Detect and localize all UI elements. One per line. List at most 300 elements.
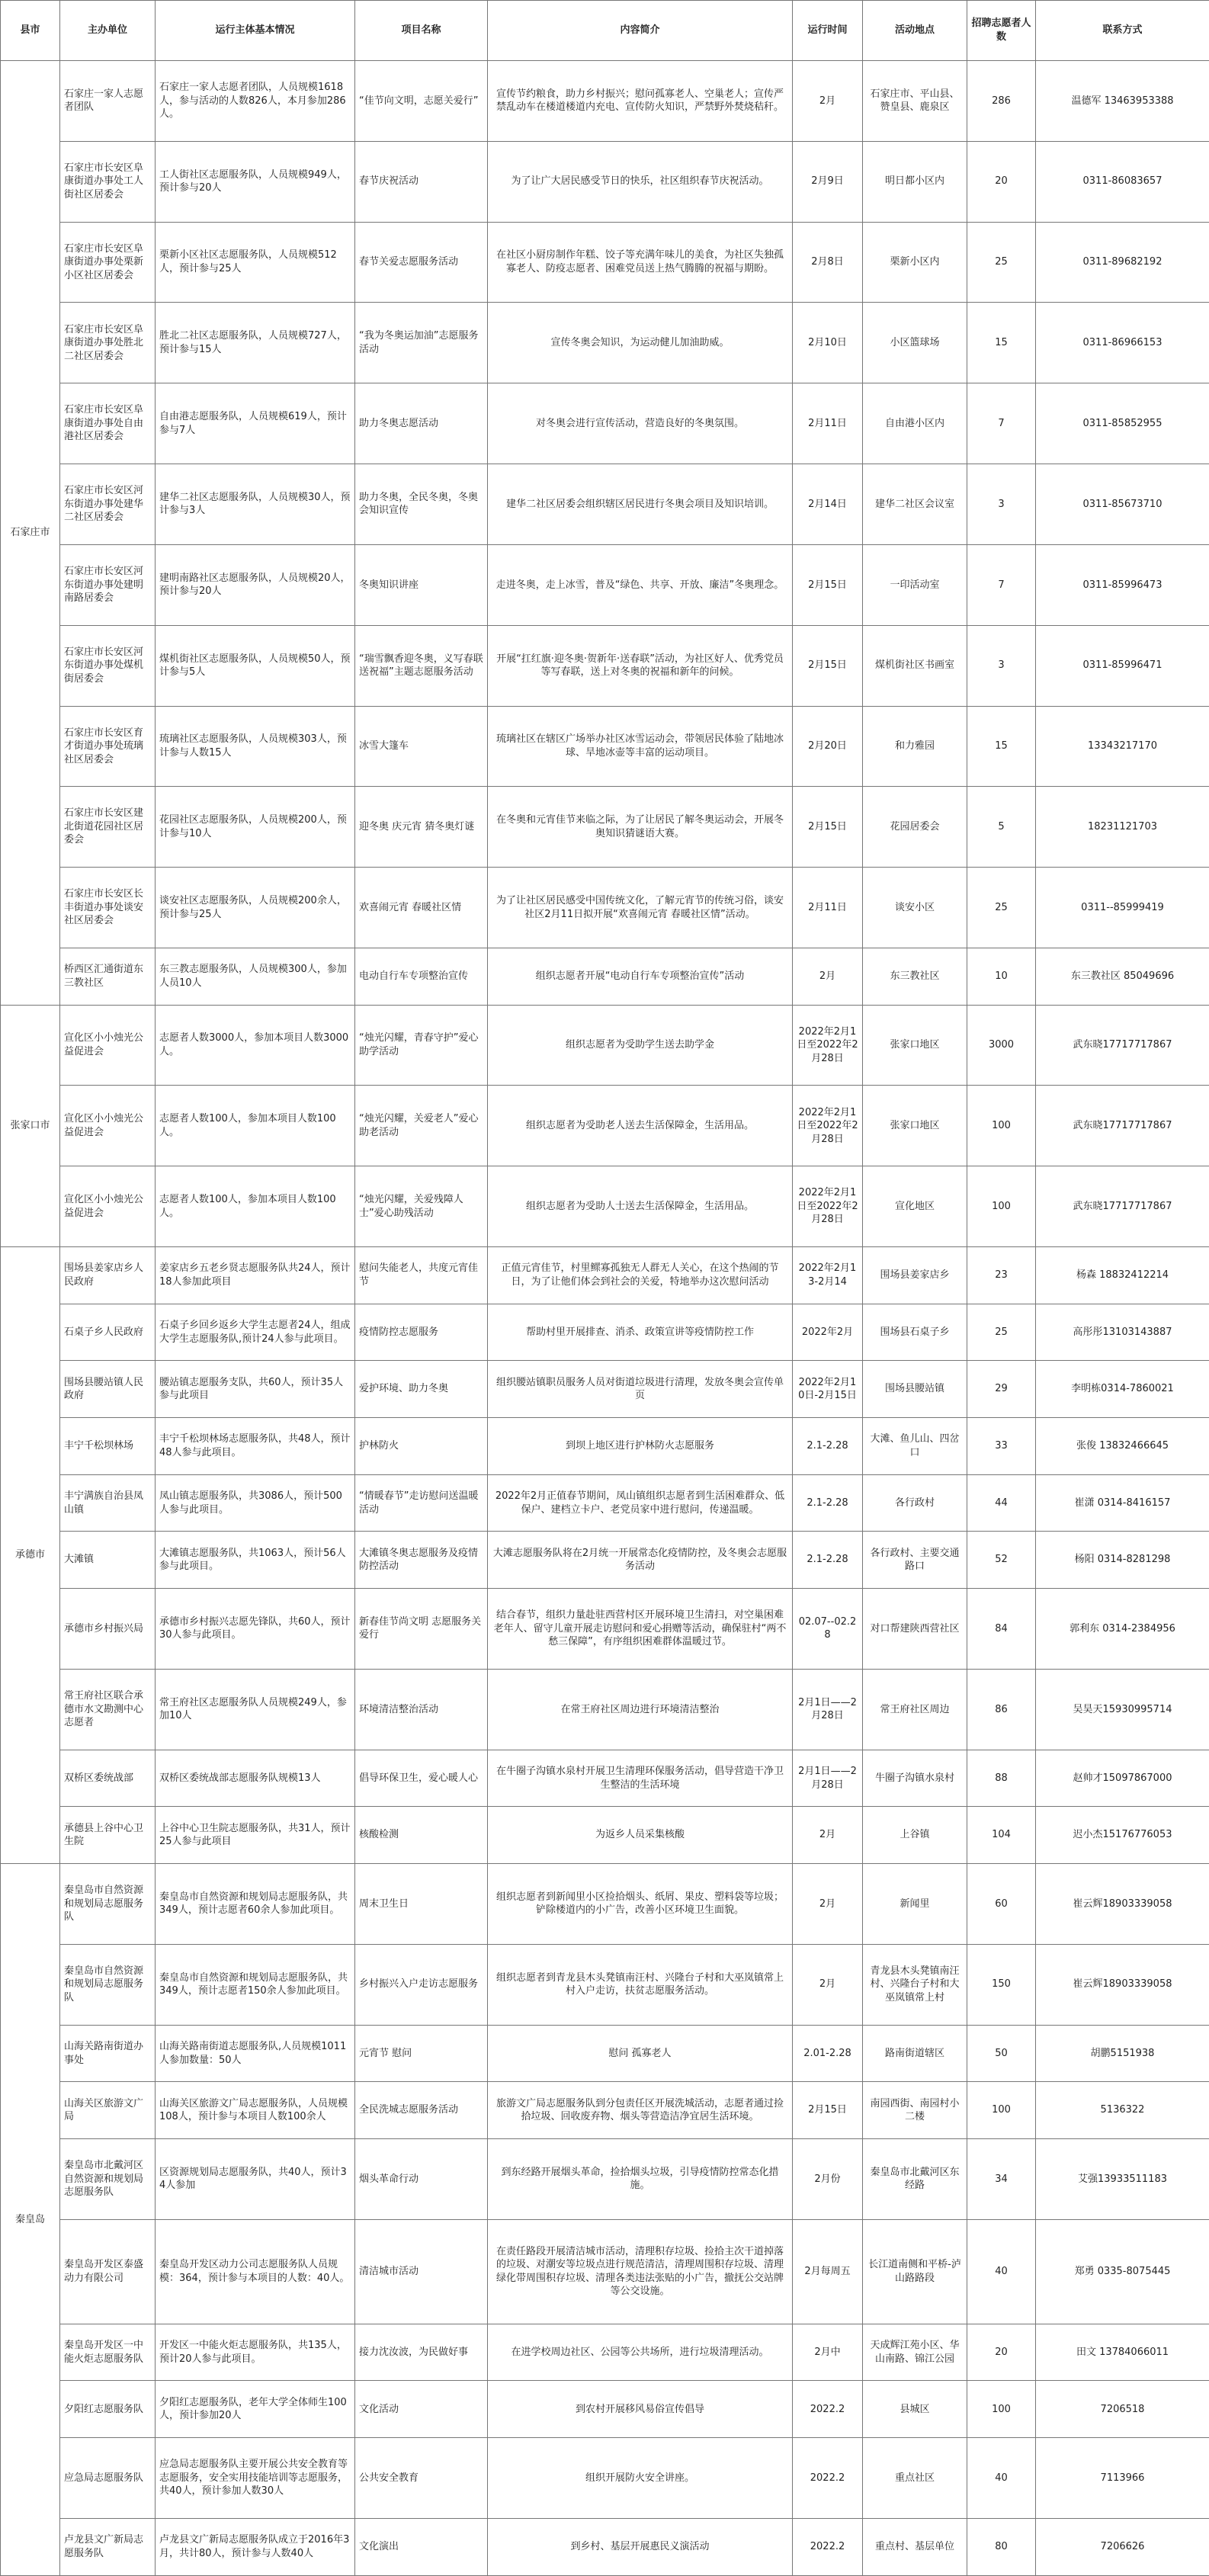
table-row: [1, 1864, 1209, 1945]
run-time-cell: 2月11日: [793, 868, 863, 948]
contact-cell: 7206626: [1036, 2518, 1209, 2575]
project-name-cell: 迎冬奥 庆元宵 猜冬奥灯谜: [355, 787, 488, 868]
organizer-cell: 宣化区小小烛光公益促进会: [60, 1086, 156, 1166]
content-summary-cell: 在常王府社区周边进行环境清洁整治: [488, 1669, 793, 1750]
header-project-name: 项目名称: [355, 1, 488, 61]
location-cell: 围场县石桌子乡: [863, 1304, 967, 1361]
project-name-cell: 清洁城市活动: [355, 2219, 488, 2324]
run-time-cell: 2月15日: [793, 2082, 863, 2139]
volunteer-count-cell: 286: [967, 61, 1036, 142]
operator-info-cell: 承德市乡村振兴志愿先锋队，共60人，预计30人参与此项目。: [156, 1589, 355, 1670]
volunteer-count-cell: 3: [967, 464, 1036, 545]
run-time-cell: 2月10日: [793, 303, 863, 383]
contact-cell: 5136322: [1036, 2082, 1209, 2139]
volunteer-count-cell: 100: [967, 2381, 1036, 2438]
run-time-cell: 2月每周五: [793, 2219, 863, 2324]
volunteer-count-cell: 25: [967, 868, 1036, 948]
table-row: [1, 1474, 1209, 1532]
city-cell: 石家庄市: [1, 61, 60, 1006]
operator-info-cell: 丰宁千松坝林场志愿服务队，共48人，预计48人参与此项目。: [156, 1418, 355, 1475]
volunteer-count-cell: 34: [967, 2139, 1036, 2220]
project-name-cell: “烛光闪耀，青春守护”爱心助学活动: [355, 1005, 488, 1086]
location-cell: 张家口地区: [863, 1005, 967, 1086]
location-cell: 自由港小区内: [863, 383, 967, 464]
table-row: [1, 303, 1209, 383]
operator-info-cell: 志愿者人数100人，参加本项目人数100人。: [156, 1166, 355, 1247]
project-name-cell: “烛光闪耀，关爱残障人士”爱心助残活动: [355, 1166, 488, 1247]
project-name-cell: 文化活动: [355, 2381, 488, 2438]
content-summary-cell: 在进学校周边社区、公园等公共场所，进行垃圾清理活动。: [488, 2324, 793, 2381]
operator-info-cell: 应急局志愿服务队主要开展公共安全教育等志愿服务，安全实用技能培训等志愿服务，共40人，预计参加人数30人: [156, 2438, 355, 2519]
organizer-cell: 石家庄市长安区河东街道办事处建明南路居委会: [60, 544, 156, 625]
header-operator-info: 运行主体基本情况: [156, 1, 355, 61]
operator-info-cell: 秦皇岛开发区动力公司志愿服务队人员规模：364，预计参与本项目的人数：40人。: [156, 2219, 355, 2324]
project-name-cell: 环境清洁整治活动: [355, 1669, 488, 1750]
city-cell: 承德市: [1, 1247, 60, 1864]
content-summary-cell: 在责任路段开展清洁城市活动，清理积存垃圾、捡拾主次干道掉落的垃圾、对潮安等垃圾点进行规范清洁，清理周围积存垃圾、清理绿化带周围积存垃圾、清理各类违法张贴的小广告，撤抚公交站牌等公交设施。: [488, 2219, 793, 2324]
header-location: 活动地点: [863, 1, 967, 61]
content-summary-cell: 组织志愿者为受助学生送去助学金: [488, 1005, 793, 1086]
contact-cell: 郑勇 0335-8075445: [1036, 2219, 1209, 2324]
contact-cell: 7113966: [1036, 2438, 1209, 2519]
volunteer-count-cell: 7: [967, 544, 1036, 625]
table-row: [1, 1807, 1209, 1864]
location-cell: 小区篮球场: [863, 303, 967, 383]
table-body: [1, 61, 1209, 2576]
run-time-cell: 2022年2月10日-2月15日: [793, 1361, 863, 1418]
project-name-cell: 冬奥知识讲座: [355, 544, 488, 625]
table-row: [1, 61, 1209, 142]
contact-cell: 迟小杰15176776053: [1036, 1807, 1209, 1864]
project-name-cell: “瑞雪飘香迎冬奥，义写春联送祝福”主题志愿服务活动: [355, 625, 488, 706]
operator-info-cell: 秦皇岛市自然资源和规划局志愿服务队，共349人，预计志愿者60余人参加此项目。: [156, 1864, 355, 1945]
operator-info-cell: 栗新小区社区志愿服务队，人员规模512人，预计参与25人: [156, 222, 355, 303]
volunteer-count-cell: 20: [967, 2324, 1036, 2381]
organizer-cell: 大滩镇: [60, 1532, 156, 1589]
location-cell: 南园西街、南园村小二楼: [863, 2082, 967, 2139]
volunteer-count-cell: 29: [967, 1361, 1036, 1418]
table-row: [1, 2082, 1209, 2139]
run-time-cell: 2022.2: [793, 2381, 863, 2438]
location-cell: 东三教社区: [863, 948, 967, 1005]
location-cell: 牛圈子沟镇水泉村: [863, 1750, 967, 1807]
content-summary-cell: 组织志愿者到新闻里小区捡拾烟头、纸屑、果皮、塑料袋等垃圾；铲除楼道内的小广告，改善小区环境卫生面貌。: [488, 1864, 793, 1945]
volunteer-count-cell: 25: [967, 222, 1036, 303]
location-cell: 青龙县木头凳镇南汪村、兴隆台子村和大巫岚镇常上村: [863, 1944, 967, 2025]
location-cell: 石家庄市、平山县、赞皇县、鹿泉区: [863, 61, 967, 142]
run-time-cell: 2.1-2.28: [793, 1474, 863, 1532]
run-time-cell: 2月中: [793, 2324, 863, 2381]
table-row: [1, 464, 1209, 545]
content-summary-cell: 宣传冬奥会知识，为运动健儿加油助威。: [488, 303, 793, 383]
location-cell: 上谷镇: [863, 1807, 967, 1864]
operator-info-cell: 自由港志愿服务队，人员规模619人，预计参与7人: [156, 383, 355, 464]
operator-info-cell: 琉璃社区志愿服务队，人员规模303人，预计参与人数15人: [156, 706, 355, 787]
organizer-cell: 丰宁千松坝林场: [60, 1418, 156, 1475]
location-cell: 长江道南侧和平桥-泸山路路段: [863, 2219, 967, 2324]
run-time-cell: 2月9日: [793, 141, 863, 222]
volunteer-count-cell: 60: [967, 1864, 1036, 1945]
operator-info-cell: 志愿者人数100人，参加本项目人数100人。: [156, 1086, 355, 1166]
volunteer-count-cell: 23: [967, 1247, 1036, 1304]
organizer-cell: 石桌子乡人民政府: [60, 1304, 156, 1361]
content-summary-cell: 宣传节约粮食，助力乡村振兴；慰问孤寡老人、空巢老人；宣传严禁乱动车在楼道楼道内充电、宣传防火知识，严禁野外焚烧秸秆。: [488, 61, 793, 142]
contact-cell: 郭利东 0314-2384956: [1036, 1589, 1209, 1670]
organizer-cell: 石家庄市长安区河东街道办事处建华二社区居委会: [60, 464, 156, 545]
project-name-cell: 护林防火: [355, 1418, 488, 1475]
run-time-cell: 2月8日: [793, 222, 863, 303]
project-name-cell: 冰雪大篷车: [355, 706, 488, 787]
organizer-cell: 石家庄市长安区阜康街道办事处胜北二社区居委会: [60, 303, 156, 383]
content-summary-cell: 2022年2月正值春节期间，凤山镇组织志愿者到生活困难群众、低保户、建档立卡户、老党员家中进行慰问，传递温暖。: [488, 1474, 793, 1532]
project-name-cell: 全民洗城志愿服务活动: [355, 2082, 488, 2139]
operator-info-cell: 夕阳红志愿服务队，老年大学全体师生100人，预计参加20人: [156, 2381, 355, 2438]
contact-cell: 艾强13933511183: [1036, 2139, 1209, 2220]
table-row: [1, 2381, 1209, 2438]
volunteer-count-cell: 86: [967, 1669, 1036, 1750]
run-time-cell: 2月: [793, 1864, 863, 1945]
contact-cell: 0311-86083657: [1036, 141, 1209, 222]
volunteer-count-cell: 33: [967, 1418, 1036, 1475]
content-summary-cell: 为返乡人员采集核酸: [488, 1807, 793, 1864]
table-row: [1, 1750, 1209, 1807]
organizer-cell: 围场县腰站镇人民政府: [60, 1361, 156, 1418]
location-cell: 张家口地区: [863, 1086, 967, 1166]
project-name-cell: 元宵节 慰问: [355, 2025, 488, 2082]
table-row: [1, 1589, 1209, 1670]
organizer-cell: 石家庄一家人志愿者团队: [60, 61, 156, 142]
operator-info-cell: 胜北二社区志愿服务队，人员规模727人，预计参与15人: [156, 303, 355, 383]
contact-cell: 0311-85996473: [1036, 544, 1209, 625]
table-row: [1, 222, 1209, 303]
content-summary-cell: 组织志愿者为受助老人送去生活保障金，生活用品。: [488, 1086, 793, 1166]
location-cell: 重点村、基层单位: [863, 2518, 967, 2575]
project-name-cell: 倡导环保卫生，爱心暖人心: [355, 1750, 488, 1807]
organizer-cell: 秦皇岛市北戴河区自然资源和规划局志愿服务队: [60, 2139, 156, 2220]
content-summary-cell: 正值元宵佳节，村里鳏寡孤独无人群无人关心，在这个热闹的节日，为了让他们体会到社会的关爱，特地举办这次慰问活动: [488, 1247, 793, 1304]
content-summary-cell: 到东经路开展烟头革命，捡拾烟头垃圾，引导疫情防控常态化措施。: [488, 2139, 793, 2220]
location-cell: 明日都小区内: [863, 141, 967, 222]
header-row: [1, 1, 1209, 61]
contact-cell: 崔云辉18903339058: [1036, 1864, 1209, 1945]
organizer-cell: 石家庄市长安区建北街道花园社区居委会: [60, 787, 156, 868]
location-cell: 和力雅园: [863, 706, 967, 787]
operator-info-cell: 花园社区志愿服务队，人员规模200人，预计参与10人: [156, 787, 355, 868]
project-name-cell: 新春佳节尚文明 志愿服务关爱行: [355, 1589, 488, 1670]
contact-cell: 吴昊天15930995714: [1036, 1669, 1209, 1750]
project-name-cell: “我为冬奥运加油”志愿服务活动: [355, 303, 488, 383]
operator-info-cell: 东三教志愿服务队，人员规模300人，参加人员10人: [156, 948, 355, 1005]
contact-cell: 0311-85673710: [1036, 464, 1209, 545]
location-cell: 常王府社区周边: [863, 1669, 967, 1750]
operator-info-cell: 卢龙县文广新局志愿服务队成立于2016年3月，共计80人，预计参与人数40人: [156, 2518, 355, 2575]
volunteer-count-cell: 3: [967, 625, 1036, 706]
run-time-cell: 2月: [793, 1944, 863, 2025]
location-cell: 路南街道辖区: [863, 2025, 967, 2082]
run-time-cell: 2.1-2.28: [793, 1532, 863, 1589]
organizer-cell: 桥西区汇通街道东三教社区: [60, 948, 156, 1005]
table-row: [1, 141, 1209, 222]
contact-cell: 温德军 13463953388: [1036, 61, 1209, 142]
organizer-cell: 夕阳红志愿服务队: [60, 2381, 156, 2438]
volunteer-count-cell: 50: [967, 2025, 1036, 2082]
header-run-time: 运行时间: [793, 1, 863, 61]
content-summary-cell: 旅游文广局志愿服务队到分包责任区开展洗城活动，志愿者通过捡拾垃圾、回收废弃物、烟头等营造洁净宜居生活环境。: [488, 2082, 793, 2139]
run-time-cell: 2022年2月1日至2022年2月28日: [793, 1005, 863, 1086]
run-time-cell: 2月15日: [793, 544, 863, 625]
operator-info-cell: 工人街社区志愿服务队，人员规模949人，预计参与20人: [156, 141, 355, 222]
organizer-cell: 石家庄市长安区阜康街道办事处栗新小区社区居委会: [60, 222, 156, 303]
operator-info-cell: 双桥区委统战部志愿服务队规模13人: [156, 1750, 355, 1807]
contact-cell: 高彤彤13103143887: [1036, 1304, 1209, 1361]
project-name-cell: “佳节向文明，志愿关爱行”: [355, 61, 488, 142]
header-contact: 联系方式: [1036, 1, 1209, 61]
operator-info-cell: 建华二社区志愿服务队，人员规模30人，预计参与3人: [156, 464, 355, 545]
contact-cell: 7206518: [1036, 2381, 1209, 2438]
organizer-cell: 宣化区小小烛光公益促进会: [60, 1005, 156, 1086]
content-summary-cell: 大滩志愿服务队将在2月统一开展常态化疫情防控，及冬奥会志愿服务活动: [488, 1532, 793, 1589]
contact-cell: 东三教社区 85049696: [1036, 948, 1209, 1005]
contact-cell: 田文 13784066011: [1036, 2324, 1209, 2381]
organizer-cell: 应急局志愿服务队: [60, 2438, 156, 2519]
table-row: [1, 868, 1209, 948]
table-row: [1, 383, 1209, 464]
volunteer-count-cell: 100: [967, 2082, 1036, 2139]
table-row: [1, 1361, 1209, 1418]
operator-info-cell: 山海关路南街道志愿服务队,人员规模1011人参加数量：50人: [156, 2025, 355, 2082]
header-organizer: 主办单位: [60, 1, 156, 61]
project-name-cell: 欢喜闹元宵 春暖社区情: [355, 868, 488, 948]
volunteer-count-cell: 104: [967, 1807, 1036, 1864]
table-row: [1, 2139, 1209, 2220]
contact-cell: 胡鹏5151938: [1036, 2025, 1209, 2082]
location-cell: 重点社区: [863, 2438, 967, 2519]
content-summary-cell: 慰问 孤寡老人: [488, 2025, 793, 2082]
table-row: [1, 1086, 1209, 1166]
volunteer-count-cell: 7: [967, 383, 1036, 464]
run-time-cell: 2022年2月1日至2022年2月28日: [793, 1166, 863, 1247]
volunteer-count-cell: 100: [967, 1086, 1036, 1166]
content-summary-cell: 在牛圈子沟镇水泉村开展卫生清理环保服务活动，倡导营造干净卫生整洁的生活环境: [488, 1750, 793, 1807]
content-summary-cell: 在社区小厨房制作年糕、饺子等充满年味儿的美食，为社区失独孤寡老人、防疫志愿者、困难党员送上热气腾腾的祝福与期盼。: [488, 222, 793, 303]
content-summary-cell: 琉璃社区在辖区广场举办社区冰雪运动会，带领居民体验了陆地冰球、旱地冰壶等丰富的运动项目。: [488, 706, 793, 787]
location-cell: 栗新小区内: [863, 222, 967, 303]
content-summary-cell: 走进冬奥，走上冰雪，普及“绿色、共享、开放、廉洁”冬奥理念。: [488, 544, 793, 625]
volunteer-count-cell: 40: [967, 2219, 1036, 2324]
table-row: [1, 1669, 1209, 1750]
project-name-cell: 接力沈汝波，为民做好事: [355, 2324, 488, 2381]
project-name-cell: 春节关爱志愿服务活动: [355, 222, 488, 303]
operator-info-cell: 上谷中心卫生院志愿服务队，共31人，预计25人参与此项目: [156, 1807, 355, 1864]
contact-cell: 崔云辉18903339058: [1036, 1944, 1209, 2025]
organizer-cell: 秦皇岛开发区泰盛动力有限公司: [60, 2219, 156, 2324]
run-time-cell: 2022.2: [793, 2518, 863, 2575]
volunteer-count-cell: 84: [967, 1589, 1036, 1670]
volunteer-count-cell: 5: [967, 787, 1036, 868]
location-cell: 秦皇岛市北戴河区东经路: [863, 2139, 967, 2220]
content-summary-cell: 组织志愿者开展“电动自行车专项整治宣传”活动: [488, 948, 793, 1005]
operator-info-cell: 凤山镇志愿服务队，共3086人，预计500人参与此项目。: [156, 1474, 355, 1532]
content-summary-cell: 为了让社区居民感受中国传统文化，了解元宵节的传统习俗，谈安社区2月11日拟开展“欢喜闹元宵 春暖社区情”活动。: [488, 868, 793, 948]
organizer-cell: 石家庄市长安区育才街道办事处琉璃社区居委会: [60, 706, 156, 787]
operator-info-cell: 谈安社区志愿服务队，人员规模200余人，预计参与25人: [156, 868, 355, 948]
table-row: [1, 2025, 1209, 2082]
organizer-cell: 丰宁满族自治县凤山镇: [60, 1474, 156, 1532]
project-name-cell: 慰问失能老人，共度元宵佳节: [355, 1247, 488, 1304]
volunteer-count-cell: 100: [967, 1166, 1036, 1247]
content-summary-cell: 结合春节，组织力量赴驻西营村区开展环境卫生清扫，对空巢困难老年人、留守儿童开展走访慰问和爱心捐赠等活动，确保驻村“两不愁三保障”，有序组织困难群体温暖过节。: [488, 1589, 793, 1670]
operator-info-cell: 区资源规划局志愿服务队，共40人，预计34人参加: [156, 2139, 355, 2220]
organizer-cell: 承德县上谷中心卫生院: [60, 1807, 156, 1864]
table-row: [1, 1418, 1209, 1475]
content-summary-cell: 组织开展防火安全讲座。: [488, 2438, 793, 2519]
content-summary-cell: 组织志愿者到青龙县木头凳镇南汪村、兴隆台子村和大巫岚镇常上村入户走访，扶贫志愿服务活动。: [488, 1944, 793, 2025]
header-content-summary: 内容简介: [488, 1, 793, 61]
location-cell: 各行政村、主要交通路口: [863, 1532, 967, 1589]
volunteer-count-cell: 44: [967, 1474, 1036, 1532]
location-cell: 县城区: [863, 2381, 967, 2438]
operator-info-cell: 煤机街社区志愿服务队，人员规模50人，预计参与5人: [156, 625, 355, 706]
header-volunteer-count: 招聘志愿者人数: [967, 1, 1036, 61]
table-row: [1, 2518, 1209, 2575]
run-time-cell: 2月1日——2月28日: [793, 1669, 863, 1750]
table-row: [1, 1247, 1209, 1304]
table-row: [1, 625, 1209, 706]
organizer-cell: 秦皇岛市自然资源和规划局志愿服务队: [60, 1944, 156, 2025]
volunteer-count-cell: 15: [967, 303, 1036, 383]
project-name-cell: 爱护环境、助力冬奥: [355, 1361, 488, 1418]
content-summary-cell: 帮助村里开展排查、消杀、政策宣讲等疫情防控工作: [488, 1304, 793, 1361]
contact-cell: 赵帅才15097867000: [1036, 1750, 1209, 1807]
content-summary-cell: 建华二社区居委会组织辖区居民进行冬奥会项目及知识培训。: [488, 464, 793, 545]
table-row: [1, 948, 1209, 1005]
contact-cell: 0311--85999419: [1036, 868, 1209, 948]
header-city: 县市: [1, 1, 60, 61]
operator-info-cell: 志愿者人数3000人，参加本项目人数3000人。: [156, 1005, 355, 1086]
content-summary-cell: 到坝上地区进行护林防火志愿服务: [488, 1418, 793, 1475]
project-name-cell: 烟头革命行动: [355, 2139, 488, 2220]
operator-info-cell: 秦皇岛市自然资源和规划局志愿服务队，共349人，预计志愿者150余人参加此项目。: [156, 1944, 355, 2025]
location-cell: 围场县姜家店乡: [863, 1247, 967, 1304]
content-summary-cell: 到乡村、基层开展惠民义演活动: [488, 2518, 793, 2575]
run-time-cell: 2月14日: [793, 464, 863, 545]
project-name-cell: 公共安全教育: [355, 2438, 488, 2519]
content-summary-cell: 开展“扛红旗·迎冬奥·贺新年·送春联”活动，为社区好人、优秀党员等写春联，送上对冬奥的祝福和新年的问候。: [488, 625, 793, 706]
project-name-cell: 文化演出: [355, 2518, 488, 2575]
content-summary-cell: 对冬奥会进行宣传活动，营造良好的冬奥氛围。: [488, 383, 793, 464]
volunteer-count-cell: 25: [967, 1304, 1036, 1361]
table-row: [1, 1944, 1209, 2025]
volunteer-count-cell: 3000: [967, 1005, 1036, 1086]
contact-cell: 18231121703: [1036, 787, 1209, 868]
run-time-cell: 2月11日: [793, 383, 863, 464]
organizer-cell: 石家庄市长安区长丰街道办事处谈安社区居委会: [60, 868, 156, 948]
location-cell: 建华二社区会议室: [863, 464, 967, 545]
organizer-cell: 石家庄市长安区阜康街道办事处工人街社区居委会: [60, 141, 156, 222]
organizer-cell: 石家庄市长安区阜康街道办事处自由港社区居委会: [60, 383, 156, 464]
table-row: [1, 1005, 1209, 1086]
run-time-cell: 2.1-2.28: [793, 1418, 863, 1475]
volunteer-count-cell: 52: [967, 1532, 1036, 1589]
volunteer-count-cell: 88: [967, 1750, 1036, 1807]
run-time-cell: 2月15日: [793, 625, 863, 706]
organizer-cell: 常王府社区联合承德市水文勘测中心志愿者: [60, 1669, 156, 1750]
project-name-cell: 周末卫生日: [355, 1864, 488, 1945]
run-time-cell: 2月: [793, 61, 863, 142]
location-cell: 各行政村: [863, 1474, 967, 1532]
operator-info-cell: 建明南路社区志愿服务队，人员规模20人，预计参与20人: [156, 544, 355, 625]
project-name-cell: “情暖春节”走访慰问送温暖活动: [355, 1474, 488, 1532]
location-cell: 新闻里: [863, 1864, 967, 1945]
operator-info-cell: 开发区一中能火炬志愿服务队，共135人，预计20人参与此项目。: [156, 2324, 355, 2381]
organizer-cell: 石家庄市长安区河东街道办事处煤机街居委会: [60, 625, 156, 706]
table-row: [1, 706, 1209, 787]
location-cell: 对口帮建陕西营社区: [863, 1589, 967, 1670]
contact-cell: 李明栋0314-7860021: [1036, 1361, 1209, 1418]
contact-cell: 0311-85852955: [1036, 383, 1209, 464]
content-summary-cell: 在冬奥和元宵佳节来临之际，为了让居民了解冬奥运动会，开展冬奥知识猜谜语大赛。: [488, 787, 793, 868]
table-row: [1, 1304, 1209, 1361]
project-name-cell: “烛光闪耀，关爱老人”爱心助老活动: [355, 1086, 488, 1166]
organizer-cell: 双桥区委统战部: [60, 1750, 156, 1807]
content-summary-cell: 为了让广大居民感受节日的快乐，社区组织春节庆祝活动。: [488, 141, 793, 222]
run-time-cell: 2月20日: [793, 706, 863, 787]
volunteer-count-cell: 80: [967, 2518, 1036, 2575]
run-time-cell: 2月: [793, 948, 863, 1005]
contact-cell: 崔潇 0314-8416157: [1036, 1474, 1209, 1532]
volunteer-count-cell: 15: [967, 706, 1036, 787]
location-cell: 天成辉江苑小区、华山南路、锦江公园: [863, 2324, 967, 2381]
operator-info-cell: 常王府社区志愿服务队人员规模249人，参加10人: [156, 1669, 355, 1750]
project-name-cell: 大滩镇冬奥志愿服务及疫情防控活动: [355, 1532, 488, 1589]
location-cell: 一印活动室: [863, 544, 967, 625]
operator-info-cell: 大滩镇志愿服务队，共1063人，预计56人参与此项目。: [156, 1532, 355, 1589]
contact-cell: 武东晓17717717867: [1036, 1005, 1209, 1086]
contact-cell: 武东晓17717717867: [1036, 1086, 1209, 1166]
run-time-cell: 2022.2: [793, 2438, 863, 2519]
city-cell: 秦皇岛: [1, 1864, 60, 2576]
operator-info-cell: 山海关区旅游文广局志愿服务队，人员规模108人，预计参与本项目人数100余人: [156, 2082, 355, 2139]
organizer-cell: 秦皇岛市自然资源和规划局志愿服务队: [60, 1864, 156, 1945]
run-time-cell: 2月15日: [793, 787, 863, 868]
volunteer-count-cell: 150: [967, 1944, 1036, 2025]
organizer-cell: 围场县姜家店乡人民政府: [60, 1247, 156, 1304]
contact-cell: 杨森 18832412214: [1036, 1247, 1209, 1304]
location-cell: 花园居委会: [863, 787, 967, 868]
volunteer-count-cell: 20: [967, 141, 1036, 222]
table-row: [1, 2324, 1209, 2381]
project-name-cell: 春节庆祝活动: [355, 141, 488, 222]
organizer-cell: 山海关路南街道办事处: [60, 2025, 156, 2082]
location-cell: 谈安小区: [863, 868, 967, 948]
content-summary-cell: 组织腰站镇职员服务人员对街道垃圾进行清理，发放冬奥会宣传单页: [488, 1361, 793, 1418]
run-time-cell: 2022年2月13-2月14: [793, 1247, 863, 1304]
contact-cell: 13343217170: [1036, 706, 1209, 787]
project-name-cell: 疫情防控志愿服务: [355, 1304, 488, 1361]
volunteer-count-cell: 40: [967, 2438, 1036, 2519]
contact-cell: 0311-85996471: [1036, 625, 1209, 706]
volunteer-count-cell: 10: [967, 948, 1036, 1005]
operator-info-cell: 石家庄一家人志愿者团队，人员规模1618人，参与活动的人数826人，本月参加286人。: [156, 61, 355, 142]
content-summary-cell: 组织志愿者为受助人士送去生活保障金，生活用品。: [488, 1166, 793, 1247]
table-row: [1, 787, 1209, 868]
table-row: [1, 1166, 1209, 1247]
location-cell: 围场县腰站镇: [863, 1361, 967, 1418]
contact-cell: 武东晓17717717867: [1036, 1166, 1209, 1247]
city-cell: 张家口市: [1, 1005, 60, 1246]
organizer-cell: 承德市乡村振兴局: [60, 1589, 156, 1670]
project-name-cell: 助力冬奥志愿活动: [355, 383, 488, 464]
